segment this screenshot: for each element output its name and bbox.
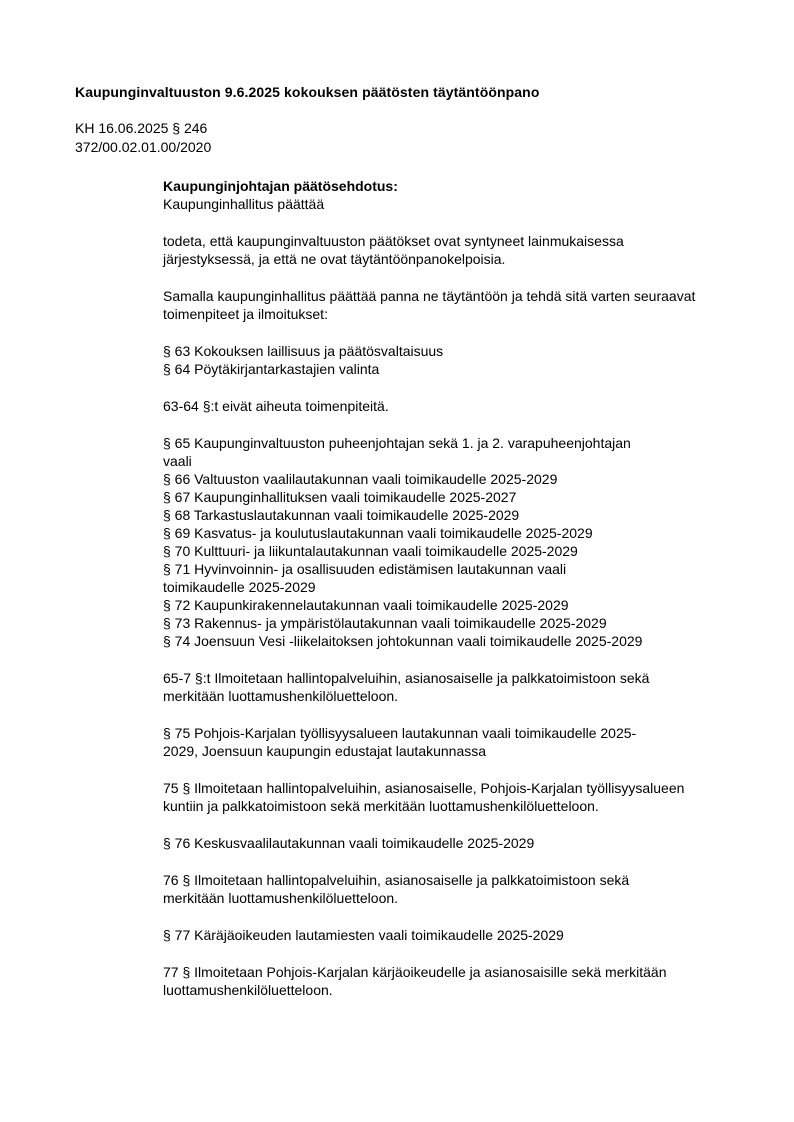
text-line: § 69 Kasvatus- ja koulutuslautakunnan vaali toimikaudelle 2025-2029 bbox=[163, 525, 593, 541]
text-line: § 64 Pöytäkirjantarkastajien valinta bbox=[163, 361, 380, 377]
text-line: kuntiin ja palkkatoimistoon sekä merkitään luottamushenkilöluetteloon. bbox=[163, 798, 599, 814]
text-line: merkitään luottamushenkilöluetteloon. bbox=[163, 688, 399, 704]
text-line: § 65 Kaupunginvaltuuston puheenjohtajan sekä 1. ja 2. varapuheenjohtajan bbox=[163, 435, 631, 451]
text-line: § 66 Valtuuston vaalilautakunnan vaali toimikaudelle 2025-2029 bbox=[163, 471, 558, 487]
paragraph bbox=[163, 669, 763, 705]
document-body bbox=[163, 177, 763, 999]
paragraph-heading: Kaupunginjohtajan päätösehdotus: bbox=[163, 178, 398, 194]
text-line: § 71 Hyvinvoinnin- ja osallisuuden edistämisen lautakunnan vaali bbox=[163, 561, 567, 577]
text-line: § 74 Joensuun Vesi -liikelaitoksen johtokunnan vaali toimikaudelle 2025-2029 bbox=[163, 633, 643, 649]
document-title: Kaupunginvaltuuston 9.6.2025 kokouksen päätösten täytäntöönpano bbox=[75, 84, 540, 100]
paragraph bbox=[163, 232, 763, 268]
text-line: § 67 Kaupunginhallituksen vaali toimikaudelle 2025-2027 bbox=[163, 489, 517, 505]
text-line: Kaupunginhallitus päättää bbox=[163, 196, 325, 212]
paragraph bbox=[163, 871, 763, 907]
text-line: 63-64 §:t eivät aiheuta toimenpiteitä. bbox=[163, 398, 389, 414]
text-line: 76 § Ilmoitetaan hallintopalveluihin, asianosaiselle ja palkkatoimistoon sekä bbox=[163, 872, 630, 888]
paragraph bbox=[163, 779, 763, 815]
text-line: vaali bbox=[163, 453, 192, 469]
paragraph bbox=[163, 177, 763, 213]
text-line: toimikaudelle 2025-2029 bbox=[163, 579, 316, 595]
text-line: § 68 Tarkastuslautakunnan vaali toimikaudelle 2025-2029 bbox=[163, 507, 520, 523]
text-line: § 72 Kaupunkirakennelautakunnan vaali toimikaudelle 2025-2029 bbox=[163, 597, 569, 613]
text-line: todeta, että kaupunginvaltuuston päätökset ovat syntyneet lainmukaisessa bbox=[163, 233, 624, 249]
reference-kh-line: KH 16.06.2025 § 246 bbox=[75, 120, 208, 136]
text-line: järjestyksessä, ja että ne ovat täytäntöönpanokelpoisia. bbox=[163, 251, 506, 267]
text-line: Samalla kaupunginhallitus päättää panna ne täytäntöön ja tehdä sitä varten seuraavat bbox=[163, 288, 696, 304]
paragraph bbox=[163, 434, 763, 650]
text-line: 65-7 §:t Ilmoitetaan hallintopalveluihin, asianosaiselle ja palkkatoimistoon sekä bbox=[163, 670, 650, 686]
text-line: 2029, Joensuun kaupungin edustajat lautakunnassa bbox=[163, 743, 487, 759]
text-line: luottamushenkilöluetteloon. bbox=[163, 982, 333, 998]
paragraph bbox=[163, 834, 763, 852]
reference-block bbox=[75, 119, 211, 157]
paragraph bbox=[163, 342, 763, 378]
text-line: § 75 Pohjois-Karjalan työllisyysalueen lautakunnan vaali toimikaudelle 2025- bbox=[163, 725, 637, 741]
text-line: toimenpiteet ja ilmoitukset: bbox=[163, 306, 328, 322]
text-line: § 76 Keskusvaalilautakunnan vaali toimikaudelle 2025-2029 bbox=[163, 835, 535, 851]
text-line: § 73 Rakennus- ja ympäristölautakunnan vaali toimikaudelle 2025-2029 bbox=[163, 615, 607, 631]
paragraph bbox=[163, 963, 763, 999]
text-line: § 70 Kulttuuri- ja liikuntalautakunnan vaali toimikaudelle 2025-2029 bbox=[163, 543, 578, 559]
text-line: § 77 Käräjäoikeuden lautamiesten vaali toimikaudelle 2025-2029 bbox=[163, 927, 564, 943]
paragraph bbox=[163, 397, 763, 415]
text-line: § 63 Kokouksen laillisuus ja päätösvaltaisuus bbox=[163, 343, 444, 359]
paragraph bbox=[163, 287, 763, 323]
reference-diary-number: 372/00.02.01.00/2020 bbox=[75, 139, 212, 155]
text-line: 77 § Ilmoitetaan Pohjois-Karjalan kärjäoikeudelle ja asianosaisille sekä merkitään bbox=[163, 964, 667, 980]
paragraph bbox=[163, 724, 763, 760]
paragraph bbox=[163, 926, 763, 944]
text-line: 75 § Ilmoitetaan hallintopalveluihin, asianosaiselle, Pohjois-Karjalan työllisyysalueen bbox=[163, 780, 685, 796]
text-line: merkitään luottamushenkilöluetteloon. bbox=[163, 890, 399, 906]
